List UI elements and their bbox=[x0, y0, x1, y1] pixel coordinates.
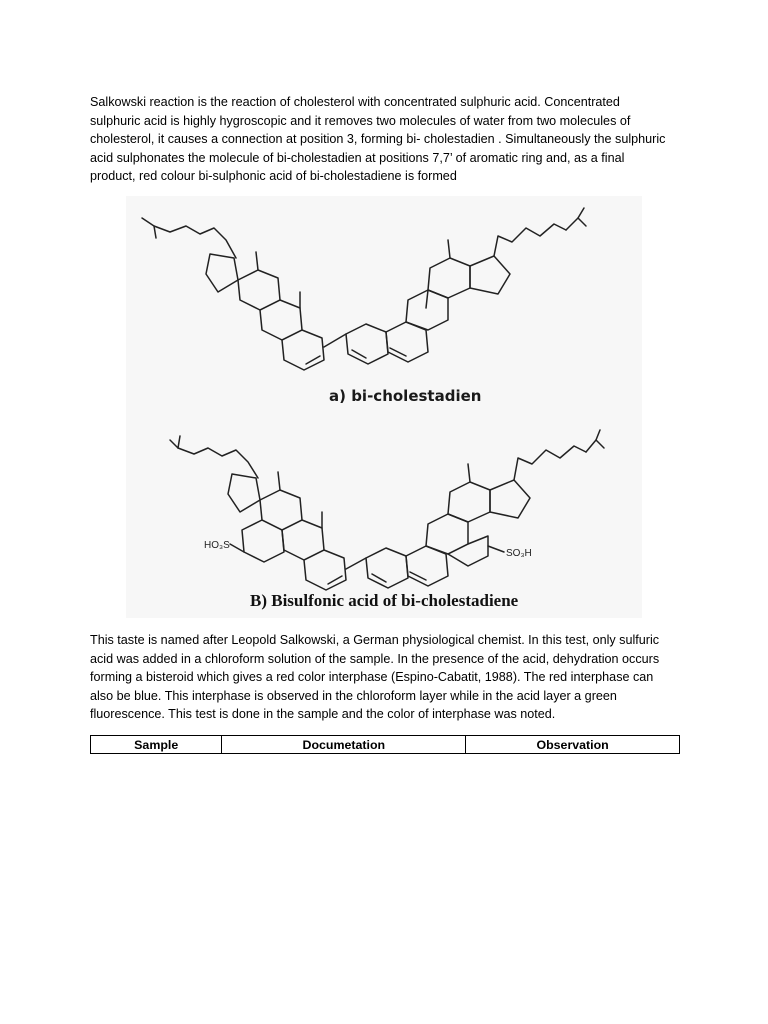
text-line: also be blue. This interphase is observed in the chloroform layer while in the acid layer a green bbox=[90, 688, 617, 703]
text-line: Salkowski reaction is the reaction of cholesterol with concentrated sulphuric acid. Concentrated bbox=[90, 95, 620, 109]
observation-table bbox=[90, 735, 680, 754]
structure-figure bbox=[126, 196, 642, 618]
intro-paragraph bbox=[90, 93, 682, 186]
header-sample: Sample bbox=[91, 736, 222, 754]
header-documentation: Documetation bbox=[222, 736, 466, 754]
left-sulfonic-group: HO₃S bbox=[204, 540, 230, 551]
right-sulfonic-group: SO₃H bbox=[506, 548, 532, 559]
header-observation: Observation bbox=[466, 736, 680, 754]
text-line: forming a bisteroid which gives a red color interphase (Espino-Cabatit, 1988). The red interphase can bbox=[90, 670, 654, 685]
caption-a: a) bi-cholestadien bbox=[329, 387, 482, 405]
structure-diagram bbox=[126, 196, 642, 618]
text-line: product, red colour bi-sulphonic acid of bi-cholestadiene is formed bbox=[90, 169, 457, 184]
text-line: acid was added in a chloroform solution of the sample. In the presence of the acid, dehydration occurs bbox=[90, 651, 660, 666]
table-header-row bbox=[91, 736, 680, 754]
text-line: cholesterol, it causes a connection at position 3, forming bi- cholestadien . Simultaneously the sulphuric bbox=[90, 132, 666, 147]
caption-b: B) Bisulfonic acid of bi-cholestadiene bbox=[250, 591, 519, 610]
text-line: acid sulphonates the molecule of bi-cholestadien at positions 7,7’ of aromatic ring and, as a final bbox=[90, 150, 625, 165]
text-line: sulphuric acid is highly hygroscopic and it removes two molecules of water from two molecules of bbox=[90, 113, 631, 128]
test-paragraph bbox=[90, 631, 682, 724]
text-line: This taste is named after Leopold Salkowski, a German physiological chemist. In this test, only sulfuric bbox=[90, 633, 660, 647]
text-line: fluorescence. This test is done in the sample and the color of interphase was noted. bbox=[90, 707, 556, 722]
